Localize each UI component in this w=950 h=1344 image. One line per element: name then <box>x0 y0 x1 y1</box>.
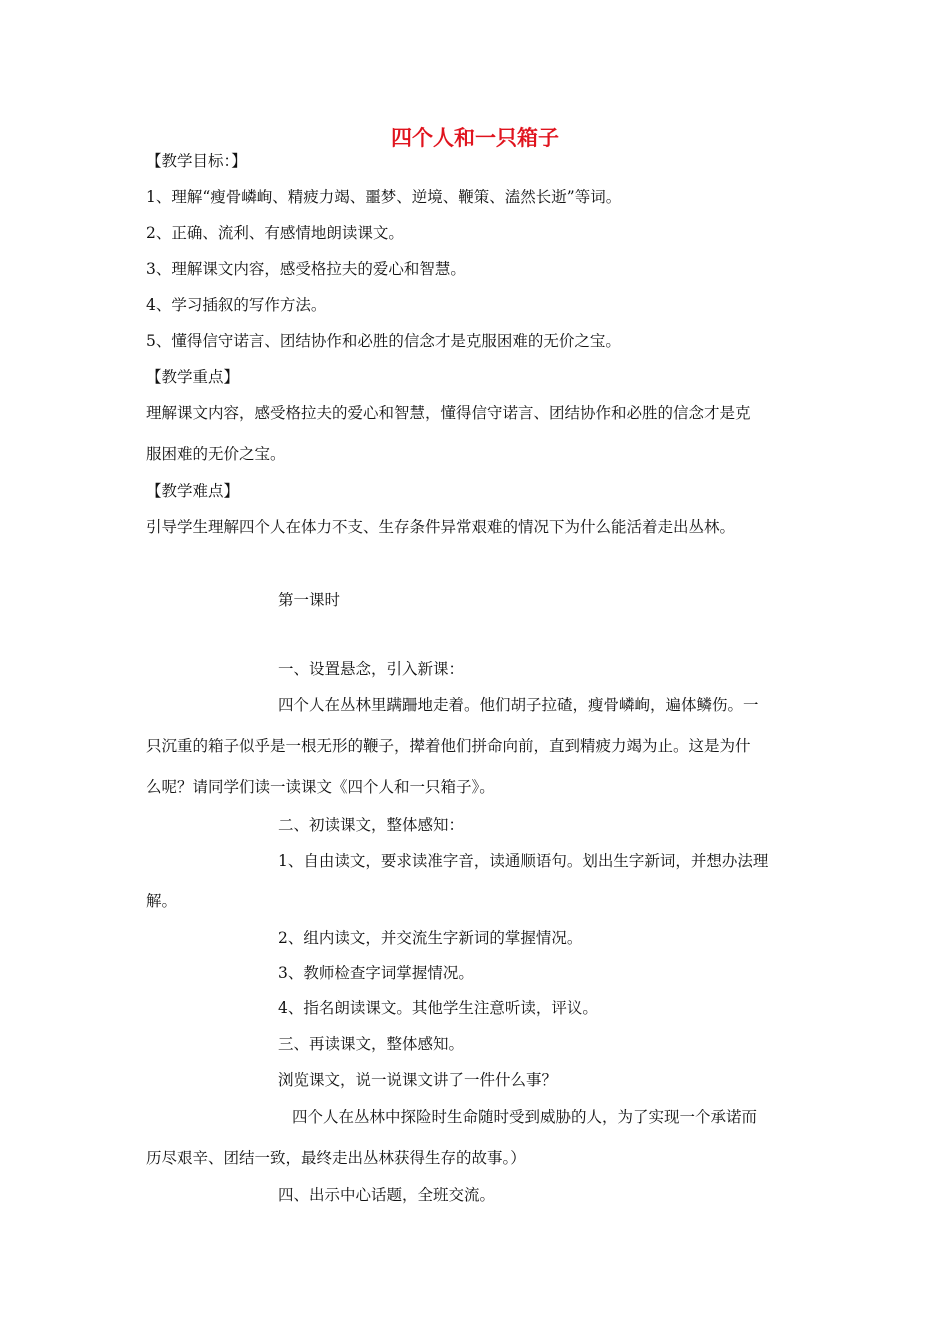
section-heading: 四、出示中心话题，全班交流。 <box>278 1186 496 1204</box>
section-heading: 二、初读课文，整体感知： <box>278 816 465 834</box>
paragraph-line: 3、教师检查字词掌握情况。 <box>278 964 474 982</box>
paragraph-line: 解。 <box>146 892 178 910</box>
paragraph-line: 四个人在丛林中探险时生命随时受到威胁的人，为了实现一个承诺而 <box>292 1108 758 1126</box>
goals-heading: 【教学目标：】 <box>146 152 247 170</box>
key-points-text: 理解课文内容，感受格拉夫的爱心和智慧，懂得信守诺言、团结协作和必胜的信念才是克 <box>146 404 751 422</box>
goal-item: 3、理解课文内容，感受格拉夫的爱心和智慧。 <box>146 260 466 278</box>
paragraph-line: 浏览课文，说一说课文讲了一件什么事？ <box>278 1071 558 1089</box>
section-heading: 三、再读课文，整体感知。 <box>278 1035 465 1053</box>
difficulty-text: 引导学生理解四个人在体力不支、生存条件异常艰难的情况下为什么能活着走出丛林。 <box>146 518 736 536</box>
paragraph-line: 四个人在丛林里蹒跚地走着。他们胡子拉碴，瘦骨嶙峋，遍体鳞伤。一 <box>278 696 759 714</box>
goal-item: 5、懂得信守诺言、团结协作和必胜的信念才是克服困难的无价之宝。 <box>146 332 621 350</box>
key-points-text: 服困难的无价之宝。 <box>146 445 286 463</box>
paragraph-line: 历尽艰辛、团结一致，最终走出丛林获得生存的故事。） <box>146 1149 526 1167</box>
section-heading: 一、设置悬念，引入新课： <box>278 660 465 678</box>
page-title: 四个人和一只箱子 <box>391 126 559 150</box>
paragraph-line: 4、指名朗读课文。其他学生注意听读，评议。 <box>278 999 598 1017</box>
paragraph-line: 只沉重的箱子似乎是一根无形的鞭子，撵着他们拼命向前，直到精疲力竭为止。这是为什 <box>146 737 751 755</box>
paragraph-line: 么呢？请同学们读一读课文《四个人和一只箱子》。 <box>146 778 495 796</box>
goal-item: 2、正确、流利、有感情地朗读课文。 <box>146 224 404 242</box>
difficulty-heading: 【教学难点】 <box>146 482 240 500</box>
goal-item: 1、理解“瘦骨嶙峋、精疲力竭、噩梦、逆境、鞭策、溘然长逝”等词。 <box>146 188 622 206</box>
paragraph-line: 1、自由读文，要求读准字音，读通顺语句。划出生字新词，并想办法理 <box>278 852 769 870</box>
goal-item: 4、学习插叙的写作方法。 <box>146 296 327 314</box>
key-points-heading: 【教学重点】 <box>146 368 240 386</box>
paragraph-line: 2、组内读文，并交流生字新词的掌握情况。 <box>278 929 583 947</box>
lesson-heading: 第一课时 <box>278 591 341 609</box>
